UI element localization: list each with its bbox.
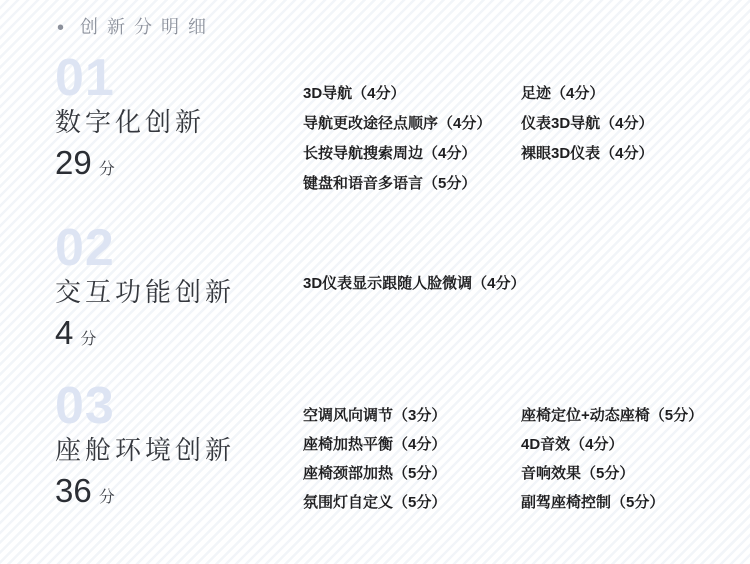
section2-items-col1: [303, 272, 526, 292]
section-name: 数字化创新: [55, 106, 206, 137]
section-score: [55, 315, 300, 351]
title-bullet-icon: •: [57, 16, 65, 39]
score-value: 29: [55, 143, 92, 181]
item: 导航更改途径点顺序（4分）: [303, 114, 492, 132]
section-number: 01: [55, 49, 115, 107]
item: 音响效果（5分）: [521, 465, 635, 482]
score-unit: 分: [98, 488, 115, 506]
item: 长按导航搜索周边（4分）: [303, 144, 477, 162]
item: 足迹（4分）: [521, 84, 605, 102]
section1-items-col2: [521, 77, 654, 167]
score-value: 4: [55, 313, 74, 351]
page-title: 创新分明细: [80, 17, 216, 37]
section-name: 交互功能创新: [55, 276, 236, 307]
item: 座椅颈部加热（5分）: [303, 465, 447, 482]
section-cabin-environment-innovation: [55, 377, 300, 509]
section3-items-col2: [521, 400, 703, 516]
item: 4D音效（4分）: [521, 436, 624, 453]
item: 键盘和语音多语言（5分）: [303, 174, 477, 192]
item: 座椅加热平衡（4分）: [303, 436, 447, 453]
item: 副驾座椅控制（5分）: [521, 494, 665, 511]
section3-items-col1: [303, 400, 446, 516]
item: 氛围灯自定义（5分）: [303, 494, 447, 511]
score-unit: 分: [98, 160, 115, 178]
score-unit: 分: [80, 330, 97, 348]
item: 3D导航（4分）: [303, 84, 406, 102]
section-number: 03: [55, 377, 115, 435]
section-digital-innovation: [55, 49, 300, 181]
item: 空调风向调节（3分）: [303, 407, 447, 424]
section-number: 02: [55, 219, 115, 277]
item: 3D仪表显示跟随人脸微调（4分）: [303, 274, 526, 292]
item: 仪表3D导航（4分）: [521, 114, 654, 132]
section-name: 座舱环境创新: [55, 434, 236, 465]
section-score: [55, 145, 300, 181]
section-score: [55, 473, 300, 509]
page-title-row: [57, 16, 215, 39]
item: 裸眼3D仪表（4分）: [521, 144, 654, 162]
section-interaction-innovation: [55, 219, 300, 351]
item: 座椅定位+动态座椅（5分）: [521, 407, 704, 424]
score-value: 36: [55, 471, 92, 509]
section1-items-col1: [303, 77, 491, 197]
